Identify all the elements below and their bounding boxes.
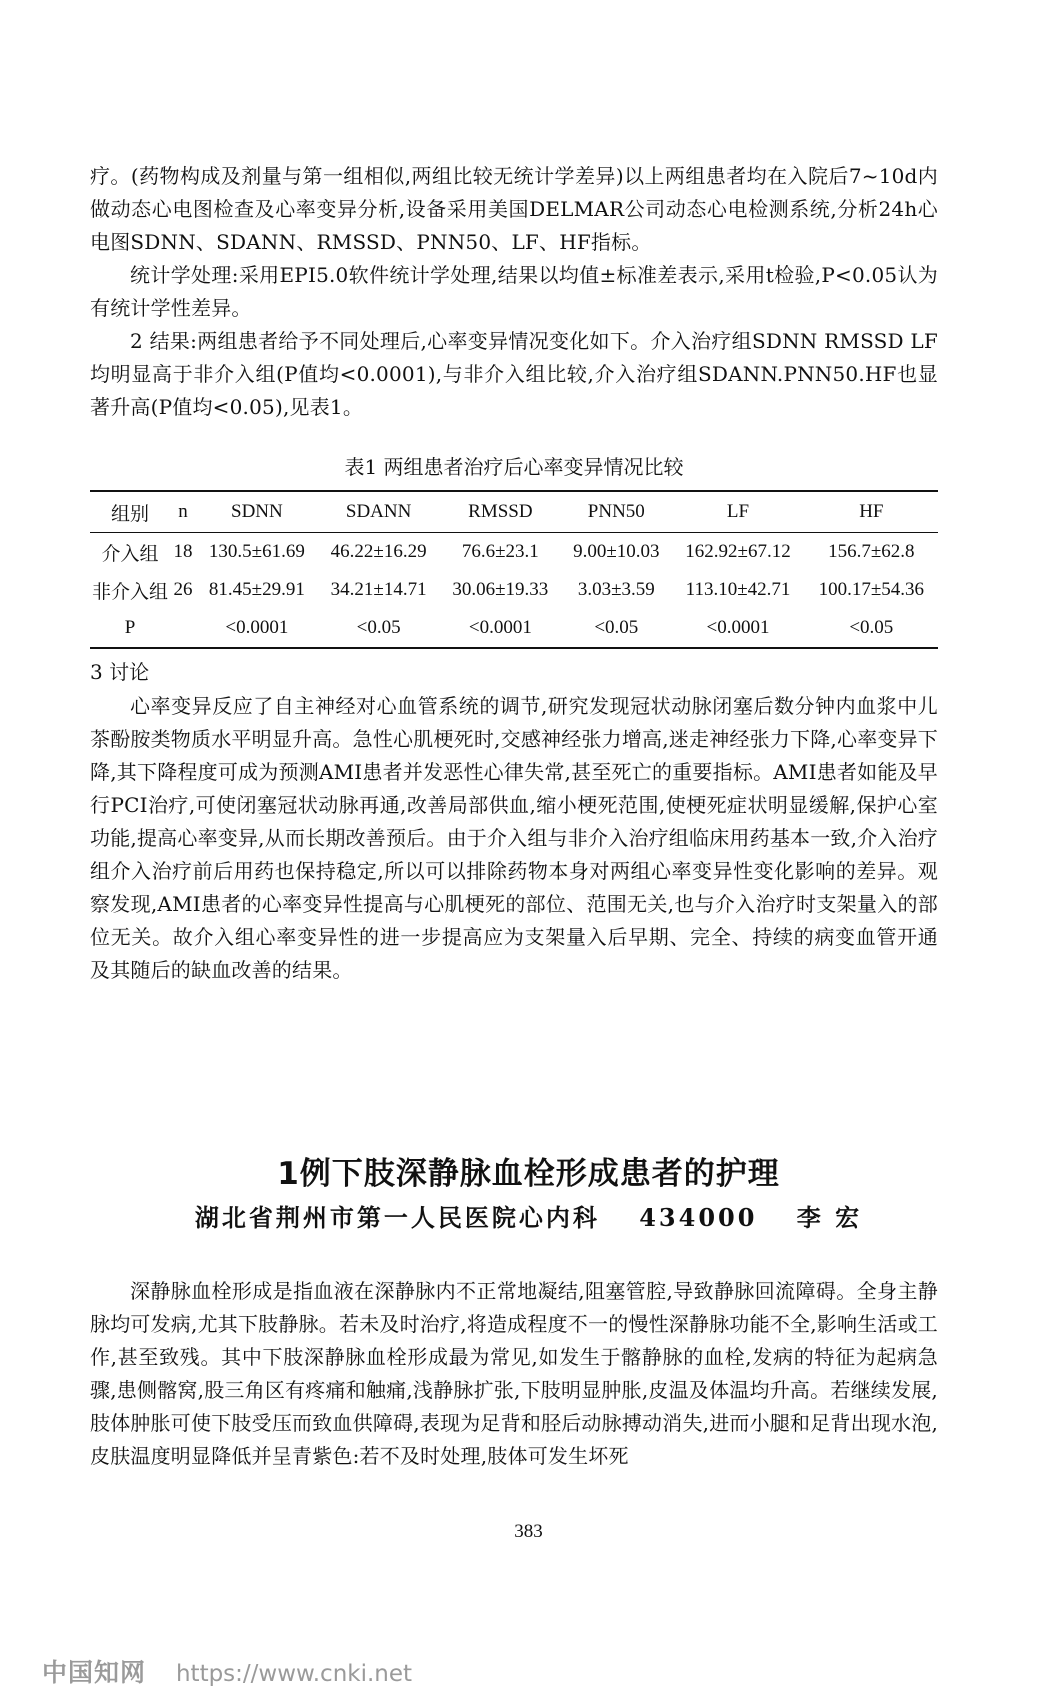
table-cell: 非介入组 [92, 581, 169, 603]
table-cell: 100.17±54.36 [818, 579, 925, 600]
table-cell: 130.5±61.69 [208, 541, 305, 562]
table-cell: P [90, 609, 170, 648]
table-cell: 46.22±16.29 [330, 541, 427, 562]
table-cell: 76.6±23.1 [461, 541, 539, 562]
cnki-watermark [42, 1653, 412, 1689]
author-postcode: 434000 [639, 1203, 758, 1232]
column-header-sdnn: SDNN [196, 491, 318, 533]
table-cell: 30.06±19.33 [452, 579, 549, 600]
table-cell: 9.00±10.03 [573, 541, 660, 562]
table-cell: 113.10±42.71 [685, 579, 791, 600]
discussion-paragraph: 心率变异反应了自主神经对心血管系统的调节,研究发现冠状动脉闭塞后数分钟内血浆中儿茶酚胺类物质水平明显升高。急性心肌梗死时,交感神经张力增高,迷走神经张力下降,心率变异下降,其下降程度可成为预测AMI患者并发恶性心律失常,甚至死亡的重要指标。AMI患者如能及早行PCI治疗,可使闭塞冠状动脉再通,改善局部供血,缩小梗死范围,使梗死症状明显缓解,保护心室功能,提高心率变异,从而长期改善预后。由于介入组与非介入治疗组临床用药基本一致,介入治疗组介入治疗前后用药也保持稳定,所以可以排除药物本身对两组心率变异性变化影响的差异。观察发现,AMI患者的心率变异性提高与心肌梗死的部位、范围无关,也与介入治疗时支架量入的部位无关。故介入组心率变异性的进一步提高应为支架量入后早期、完全、持续的病变血管开通及其随后的缺血改善的结果。 [90, 694, 938, 982]
paragraph-statistics: 统计学处理:采用EPI5.0软件统计学处理,结果以均值±标准差表示,采用t检验,P<0.05认为有统计学性差异。 [90, 263, 938, 320]
column-header-pnn50: PNN50 [561, 491, 671, 533]
table-cell: 34.21±14.71 [330, 579, 427, 600]
table-row [90, 571, 938, 609]
column-header-rmssd: RMSSD [439, 491, 561, 533]
cnki-logo: 中国知网 [42, 1658, 147, 1687]
paragraph-methods-cont: 疗。(药物构成及剂量与第一组相似,两组比较无统计学差异)以上两组患者均在入院后7~10d内做动态心电图检查及心率变异分析,设备采用美国DELMAR公司动态心电检测系统,分析24h心电图SDNN、SDANN、RMSSD、PNN50、LF、HF指标。 [90, 164, 938, 254]
table-cell: <0.05 [318, 609, 440, 648]
article-byline [0, 1198, 1057, 1233]
discussion-heading: 3 讨论 [90, 660, 150, 684]
table-caption: 表1 两组患者治疗后心率变异情况比较 [344, 455, 684, 479]
table-cell: 26 [173, 579, 193, 600]
table-cell: <0.05 [805, 609, 938, 648]
table-cell: 81.45±29.91 [208, 579, 305, 600]
author-name: 李 宏 [796, 1203, 863, 1232]
article-title: 1例下肢深静脉血栓形成患者的护理 [277, 1156, 780, 1192]
column-header-sdann: SDANN [318, 491, 440, 533]
column-header-group: 组别 [90, 491, 170, 533]
table-cell: 18 [173, 541, 193, 562]
table-header-row [90, 491, 938, 533]
table-row [90, 609, 938, 648]
column-header-lf: LF [671, 491, 804, 533]
table-cell: 3.03±3.59 [577, 579, 655, 600]
table-cell: <0.0001 [671, 609, 804, 648]
paragraph-results: 2 结果:两组患者给予不同处理后,心率变异情况变化如下。介入治疗组SDNN RMSSD LF均明显高于非介入组(P值均<0.0001),与非介入组比较,介入治疗组SDANN.PNN50.HF也显著升高(P值均<0.05),见表1。 [90, 329, 938, 419]
table-cell: 156.7±62.8 [828, 541, 915, 562]
column-header-n: n [170, 491, 196, 533]
table-cell: 162.92±67.12 [685, 541, 791, 562]
results-section [90, 160, 938, 424]
article-body [90, 1275, 938, 1473]
author-affiliation: 湖北省荆州市第一人民医院心内科 [194, 1203, 600, 1232]
table-cell: <0.0001 [196, 609, 318, 648]
table-cell: <0.05 [561, 609, 671, 648]
cnki-url: https://www.cnki.net [175, 1661, 413, 1687]
discussion-section [90, 690, 938, 987]
hrv-comparison-table [90, 490, 938, 649]
table-cell: 介入组 [101, 543, 159, 565]
table-cell: <0.0001 [439, 609, 561, 648]
column-header-hf: HF [805, 491, 938, 533]
page-number: 383 [514, 1521, 543, 1542]
table-row [90, 533, 938, 572]
table-cell [170, 609, 196, 648]
article-paragraph: 深静脉血栓形成是指血液在深静脉内不正常地凝结,阻塞管腔,导致静脉回流障碍。全身主静脉均可发病,尤其下肢静脉。若未及时治疗,将造成程度不一的慢性深静脉功能不全,影响生活或工作,甚至致残。其中下肢深静脉血栓形成最为常见,如发生于髂静脉的血栓,发病的特征为起病急骤,患侧髂窝,股三角区有疼痛和触痛,浅静脉扩张,下肢明显肿胀,皮温及体温均升高。若继续发展,肢体肿胀可使下肢受压而致血供障碍,表现为足背和胫后动脉搏动消失,进而小腿和足背出现水泡,皮肤温度明显降低并呈青紫色:若不及时处理,肢体可发生坏死 [90, 1279, 938, 1468]
